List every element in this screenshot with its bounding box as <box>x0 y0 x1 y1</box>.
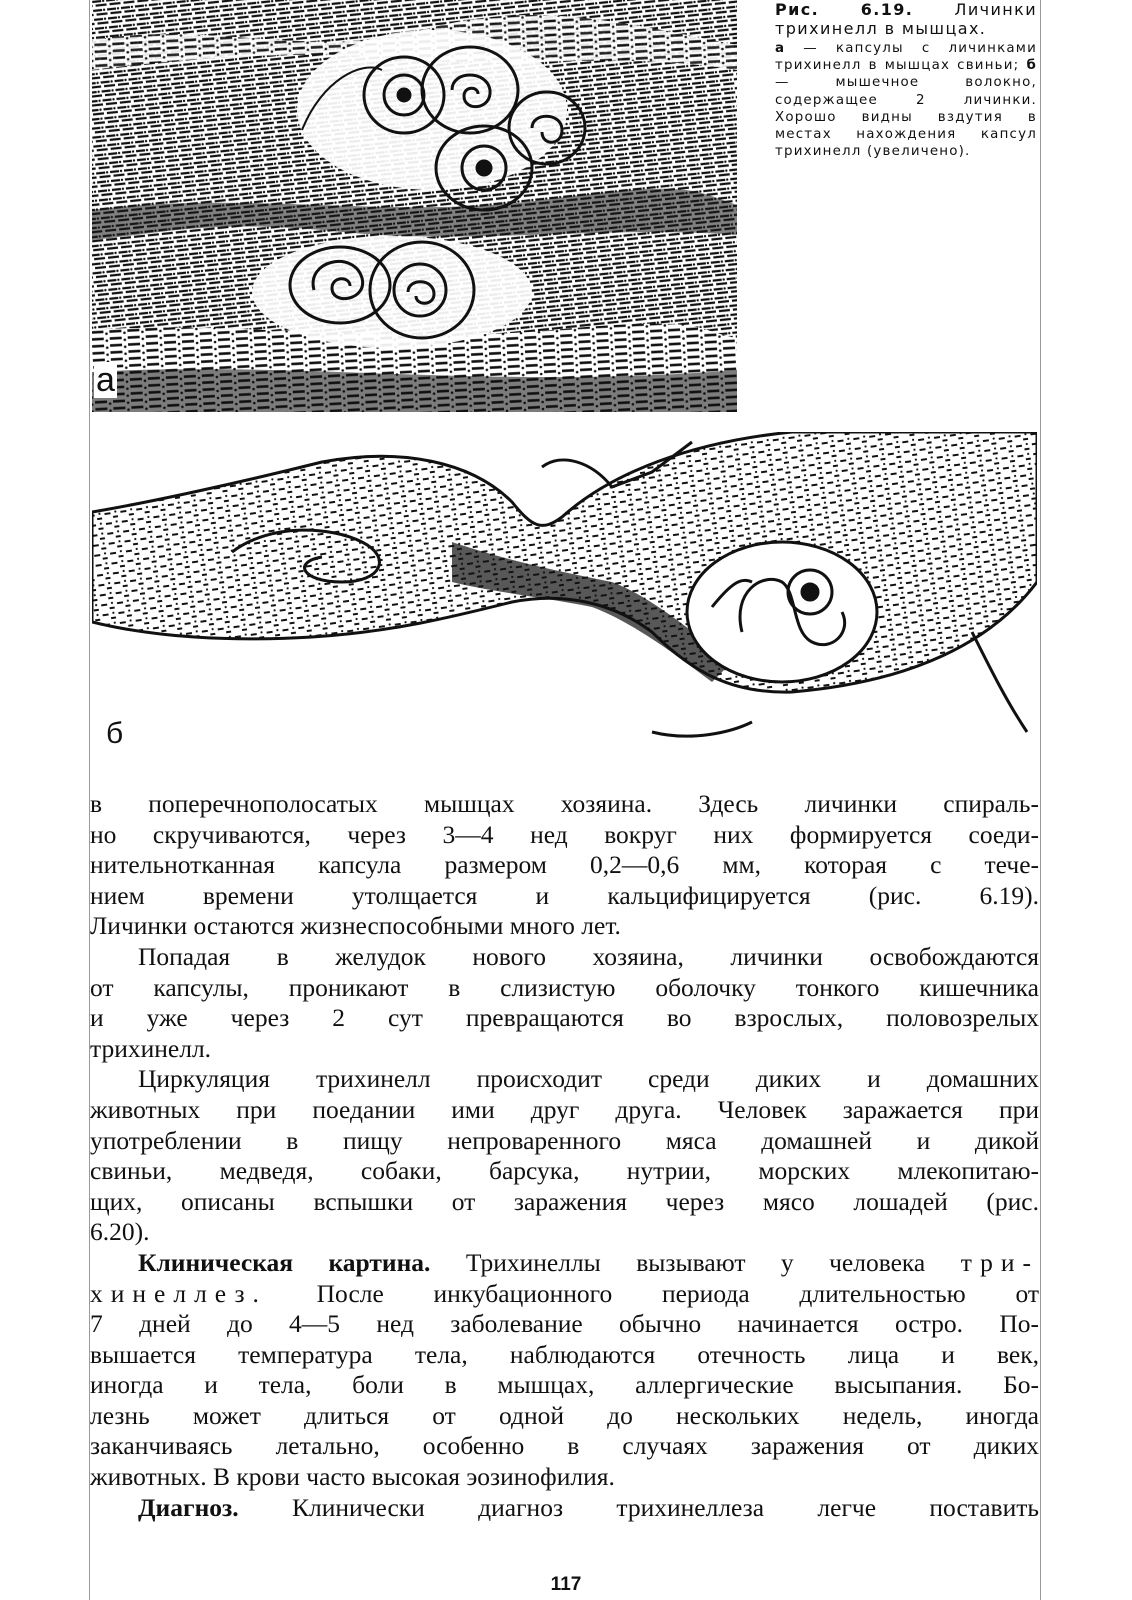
text-line: нительнотканная капсула размером 0,2—0,6 мм, которая с тече- <box>90 850 1039 880</box>
text-fragment: Клинически диагноз трихинеллеза легче поставить <box>292 1492 1039 1522</box>
spaced-term: три- <box>960 1247 1039 1277</box>
text-line-clinical-heading <box>90 1248 1039 1279</box>
text-fragment: Трихинеллы вызывают у человека <box>465 1247 926 1277</box>
figure-b-label: б <box>106 717 124 750</box>
text-line: Личинки остаются жизнеспособными много лет. <box>90 911 621 941</box>
figure-a <box>92 0 737 412</box>
body-text <box>90 789 1039 1523</box>
figure-a-illustration <box>92 0 737 412</box>
text-line: употреблении в пищу непроваренного мяса домашней и дикой <box>90 1125 1039 1155</box>
spaced-term: хинеллез. <box>90 1278 267 1308</box>
section-heading-clinical: Клиническая картина. <box>138 1247 431 1277</box>
figure-b <box>92 432 1037 762</box>
caption-title <box>775 0 1037 38</box>
text-line: 7 дней до 4—5 нед заболевание обычно начинается остро. По- <box>90 1309 1039 1339</box>
text-line: нием времени утолщается и кальцифицируется (рис. 6.19). <box>90 880 1039 910</box>
text-line: иногда и тела, боли в мышцах, аллергические высыпания. Бо- <box>90 1370 1039 1400</box>
caption-figure-title: Личинки трихинелл в мышцах. <box>775 0 1037 38</box>
text-line: животных при поедании ими друг друга. Человек заражается при <box>90 1094 1039 1124</box>
text-line: щих, описаны вспышки от заражения через мясо лошадей (рис. <box>90 1186 1039 1216</box>
text-line: вышается температура тела, наблюдаются отечность лица и век, <box>90 1339 1039 1369</box>
text-line: в поперечнополосатых мышцах хозяина. Здесь личинки спираль- <box>90 789 1039 818</box>
text-line-diagnosis-heading <box>90 1493 1039 1524</box>
text-line: от капсулы, проникают в слизистую оболочку тонкого кишечника <box>90 972 1039 1002</box>
caption-part-a-text: — капсулы с личинками трихинелл в мышцах свиньи; <box>775 41 1037 74</box>
text-fragment: После инкубационного периода длительностью от <box>316 1278 1039 1308</box>
text-line: Попадая в желудок нового хозяина, личинки освобождаются <box>138 941 1039 971</box>
caption-part-a-letter: а <box>775 41 786 56</box>
text-line: свиньи, медведя, собаки, барсука, нутрии, морских млекопитаю- <box>90 1156 1039 1186</box>
figure-a-label: а <box>96 361 115 399</box>
page-number: 117 <box>550 1574 582 1595</box>
text-line: трихинелл. <box>90 1033 212 1063</box>
text-line: 6.20). <box>90 1217 150 1247</box>
caption-part-b-letter: б <box>1026 58 1037 74</box>
text-line: и уже через 2 сут превращаются во взрослых, половозрелых <box>90 1003 1039 1033</box>
text-line: Циркуляция трихинелл происходит среди диких и домашних <box>138 1064 1039 1094</box>
page-edge-right <box>1040 0 1041 1600</box>
figure-caption <box>775 0 1037 160</box>
figure-b-illustration <box>92 432 1037 762</box>
caption-part-b-text: — мышечное волокно, содержащее 2 личинки. Хорошо видны вздутия в местах нахождения капсул трихинелл (увеличено). <box>775 75 1037 160</box>
text-line: но скручиваются, через 3—4 нед вокруг них формируется соеди- <box>90 819 1039 849</box>
caption-figure-number: Рис. 6.19. <box>775 0 914 19</box>
text-line: заканчиваясь летально, особенно в случаях заражения от диких <box>90 1431 1039 1461</box>
section-heading-diagnosis: Диагноз. <box>138 1492 239 1522</box>
text-line <box>90 1279 1039 1310</box>
text-line: лезнь может длиться от одной до нескольких недель, иногда <box>90 1400 1039 1430</box>
text-line: животных. В крови часто высокая эозинофилия. <box>90 1462 615 1492</box>
